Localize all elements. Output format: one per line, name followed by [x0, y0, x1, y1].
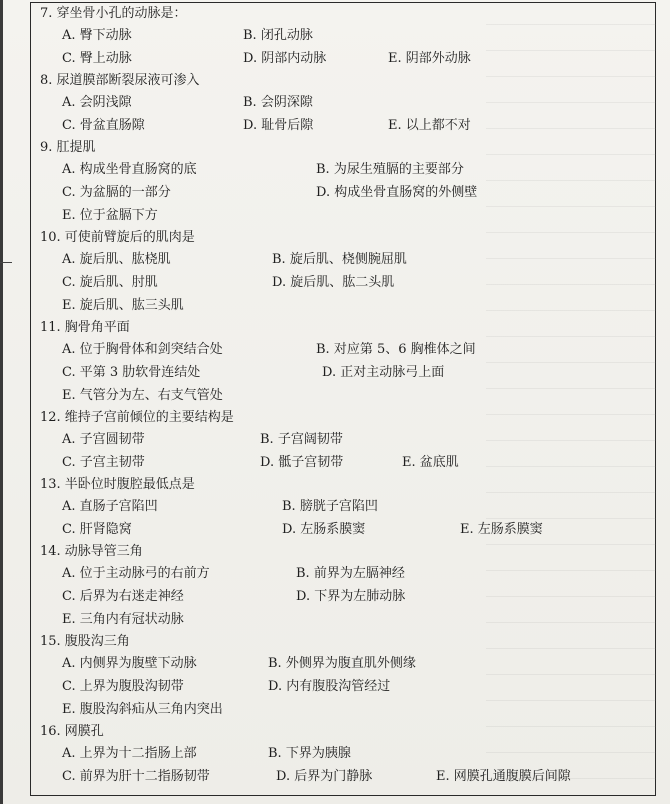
- answer-option: D. 阴部内动脉: [243, 51, 327, 66]
- option-row: [40, 698, 650, 721]
- question-title: 16. 网膜孔: [40, 724, 104, 739]
- answer-option: A. 直肠子宫陷凹: [62, 499, 158, 514]
- binding-tick: [0, 262, 12, 263]
- answer-option: E. 盆底肌: [402, 455, 459, 470]
- answer-option: E. 左肠系膜窦: [460, 522, 543, 537]
- question-title: 13. 半卧位时腹腔最低点是: [40, 477, 195, 492]
- answer-option: B. 为尿生殖膈的主要部分: [316, 162, 464, 177]
- option-row: [40, 114, 650, 137]
- answer-option: A. 上界为十二指肠上部: [62, 746, 197, 761]
- answer-option: D. 正对主动脉弓上面: [322, 365, 445, 380]
- option-row: [40, 585, 650, 608]
- answer-option: C. 肝肾隐窝: [62, 522, 132, 537]
- option-row: [40, 495, 650, 518]
- answer-option: A. 构成坐骨直肠窝的底: [62, 162, 197, 177]
- option-row: [40, 675, 650, 698]
- question-block: [40, 631, 650, 721]
- answer-option: C. 后界为右迷走神经: [62, 589, 184, 604]
- answer-option: E. 以上都不对: [388, 118, 471, 133]
- answer-option: B. 子宫阔韧带: [260, 432, 343, 447]
- answer-option: D. 骶子宫韧带: [260, 455, 344, 470]
- answer-option: A. 旋后肌、肱桡肌: [62, 252, 171, 267]
- answer-option: B. 前界为左膈神经: [296, 566, 405, 581]
- answer-option: A. 内侧界为腹壁下动脉: [62, 656, 197, 671]
- answer-option: A. 位于主动脉弓的右前方: [62, 566, 210, 581]
- answer-option: D. 左肠系膜窦: [282, 522, 366, 537]
- question-block: [40, 137, 650, 227]
- option-row: [40, 451, 650, 474]
- option-row: [40, 742, 650, 765]
- answer-option: C. 骨盆直肠隙: [62, 118, 145, 133]
- option-row: [40, 294, 650, 317]
- question-title: 8. 尿道膜部断裂尿液可渗入: [40, 73, 200, 88]
- question-title: 11. 胸骨角平面: [40, 320, 130, 335]
- answer-option: B. 下界为胰腺: [268, 746, 351, 761]
- answer-option: B. 对应第 5、6 胸椎体之间: [316, 342, 476, 357]
- question-block: [40, 70, 650, 137]
- question-title: 12. 维持子宫前倾位的主要结构是: [40, 410, 234, 425]
- answer-option: D. 旋后肌、肱二头肌: [272, 275, 395, 290]
- option-row: [40, 204, 650, 227]
- answer-option: D. 构成坐骨直肠窝的外侧壁: [316, 185, 478, 200]
- answer-option: E. 旋后肌、肱三头肌: [62, 298, 184, 313]
- option-row: [40, 271, 650, 294]
- option-row: [40, 765, 650, 788]
- option-row: [40, 384, 650, 407]
- question-block: [40, 407, 650, 474]
- question-title: 14. 动脉导管三角: [40, 544, 143, 559]
- answer-option: A. 臀下动脉: [62, 28, 132, 43]
- question-block: [40, 541, 650, 631]
- option-row: [40, 158, 650, 181]
- answer-option: C. 上界为腹股沟韧带: [62, 679, 184, 694]
- answer-option: E. 腹股沟斜疝从三角内突出: [62, 702, 223, 717]
- answer-option: B. 闭孔动脉: [243, 28, 313, 43]
- option-row: [40, 91, 650, 114]
- option-row: [40, 652, 650, 675]
- answer-option: B. 会阴深隙: [243, 95, 313, 110]
- question-block: [40, 721, 650, 788]
- answer-option: C. 子宫主韧带: [62, 455, 145, 470]
- option-row: [40, 608, 650, 631]
- answer-option: C. 平第 3 肋软骨连结处: [62, 365, 201, 380]
- question-title: 10. 可使前臂旋后的肌肉是: [40, 230, 195, 245]
- answer-option: E. 气管分为左、右支气管处: [62, 388, 223, 403]
- answer-option: D. 后界为门静脉: [276, 769, 373, 784]
- option-row: [40, 181, 650, 204]
- answer-option: A. 子宫圆韧带: [62, 432, 145, 447]
- question-block: [40, 227, 650, 317]
- option-row: [40, 518, 650, 541]
- answer-option: B. 旋后肌、桡侧腕屈肌: [272, 252, 407, 267]
- answer-option: C. 为盆膈的一部分: [62, 185, 171, 200]
- answer-option: B. 外侧界为腹直肌外侧缘: [268, 656, 416, 671]
- answer-option: A. 会阴浅隙: [62, 95, 132, 110]
- answer-option: E. 网膜孔通腹膜后间隙: [436, 769, 571, 784]
- answer-option: D. 内有腹股沟管经过: [268, 679, 391, 694]
- answer-option: A. 位于胸骨体和剑突结合处: [62, 342, 223, 357]
- option-row: [40, 338, 650, 361]
- answer-option: C. 臀上动脉: [62, 51, 132, 66]
- option-row: [40, 428, 650, 451]
- answer-option: C. 旋后肌、肘肌: [62, 275, 158, 290]
- question-title: 9. 肛提肌: [40, 140, 96, 155]
- question-title: 15. 腹股沟三角: [40, 634, 130, 649]
- answer-option: E. 三角内有冠状动脉: [62, 612, 184, 627]
- option-row: [40, 361, 650, 384]
- question-title: 7. 穿坐骨小孔的动脉是：: [40, 6, 187, 21]
- binding-edge: [0, 0, 3, 804]
- option-row: [40, 562, 650, 585]
- question-block: [40, 3, 650, 70]
- question-block: [40, 474, 650, 541]
- answer-option: D. 下界为左肺动脉: [296, 589, 406, 604]
- answer-option: E. 位于盆膈下方: [62, 208, 158, 223]
- question-block: [40, 317, 650, 407]
- option-row: [40, 47, 650, 70]
- answer-option: E. 阴部外动脉: [388, 51, 471, 66]
- question-list: [40, 3, 650, 788]
- answer-option: D. 耻骨后隙: [243, 118, 314, 133]
- option-row: [40, 24, 650, 47]
- option-row: [40, 248, 650, 271]
- answer-option: C. 前界为肝十二指肠韧带: [62, 769, 210, 784]
- answer-option: B. 膀胱子宫陷凹: [282, 499, 378, 514]
